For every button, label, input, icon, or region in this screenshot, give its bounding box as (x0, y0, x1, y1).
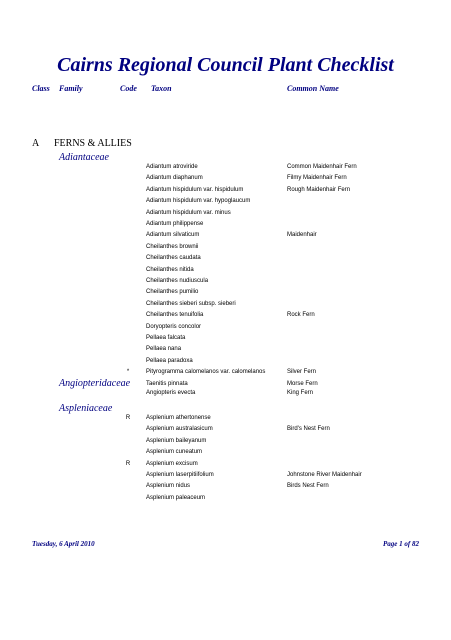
taxon-name: Cheilanthes nudiuscula (146, 278, 209, 284)
taxon-name: Doryopteris concolor (146, 323, 202, 330)
taxon-row (0, 175, 451, 187)
taxon-row (0, 358, 451, 370)
taxon-name: Asplenium cuneatum (146, 449, 203, 456)
taxon-common-name: Birds Nest Fern (287, 483, 329, 490)
taxon-name: Adiantum atroviride (146, 164, 198, 170)
taxon-row (0, 415, 451, 427)
taxon-common-name: Maidenhair (287, 232, 317, 239)
taxon-name: Adiantum hispidulum var. hypoglaucum (146, 198, 251, 205)
column-header-code: Code (120, 84, 137, 93)
taxon-common-name: Bird's Nest Fern (287, 426, 330, 433)
taxon-common-name: Johnstone River Maidenhair (287, 472, 362, 478)
taxon-name: Cheilanthes tenuifolia (146, 312, 204, 319)
family-heading: Adiantaceae (59, 152, 109, 163)
taxon-name: Cheilanthes brownii (146, 243, 199, 250)
taxon-name: Adiantum diaphanum (146, 175, 203, 182)
section-code: A (32, 138, 40, 149)
taxon-name: Pellaea falcata (146, 335, 186, 341)
column-header-class: Class (32, 84, 50, 93)
taxon-row (0, 187, 451, 199)
taxon-name: Cheilanthes caudata (146, 255, 201, 262)
taxon-common-name: Rough Maidenhair Fern (287, 186, 351, 193)
footer-page-number: Page 1 of 82 (383, 540, 419, 548)
taxon-name: Cheilanthes nitida (146, 266, 194, 273)
taxon-class-code: R (125, 460, 131, 467)
taxon-common-name: Rock Fern (287, 312, 315, 319)
column-header-taxon: Taxon (151, 84, 172, 93)
taxon-row (0, 221, 451, 233)
taxon-row (0, 438, 451, 450)
taxon-name: Angiopteris evecta (146, 390, 196, 396)
taxon-name: Asplenium excisum (146, 460, 198, 467)
taxon-row (0, 461, 451, 473)
taxon-name: Adiantum hispidulum var. hispidulum (146, 186, 244, 193)
taxon-common-name: Silver Fern (287, 369, 317, 376)
taxon-name: Taenitis pinnata (146, 380, 188, 387)
column-header-family: Family (59, 84, 83, 93)
taxon-row (0, 346, 451, 358)
taxon-common-name: Common Maidenhair Fern (287, 164, 357, 170)
taxon-name: Adiantum silvaticum (146, 232, 200, 239)
taxon-row (0, 390, 451, 402)
taxon-row (0, 472, 451, 484)
taxon-row (0, 312, 451, 324)
taxon-row (0, 301, 451, 313)
taxon-row (0, 232, 451, 244)
taxon-name: Adiantum hispidulum var. minus (146, 209, 231, 216)
taxon-row (0, 267, 451, 279)
taxon-row (0, 495, 451, 507)
taxon-name: Asplenium laserpitiifolium (146, 472, 214, 478)
taxon-row (0, 324, 451, 336)
section-name: FERNS & ALLIES (54, 138, 132, 149)
section-heading (32, 138, 132, 149)
taxon-row (0, 278, 451, 290)
taxon-name: Asplenium australasicum (146, 426, 213, 433)
taxon-name: Pellaea nana (146, 346, 182, 353)
taxon-row (0, 198, 451, 210)
taxon-name: Asplenium baileyanum (146, 437, 207, 444)
taxon-common-name: Morse Fern (287, 380, 318, 387)
taxon-name: Asplenium nidus (146, 483, 191, 490)
taxon-row (0, 289, 451, 301)
taxon-name: Cheilanthes pumilio (146, 289, 199, 296)
taxon-row (0, 335, 451, 347)
taxon-name: Pellaea paradoxa (146, 357, 193, 364)
taxon-row (0, 210, 451, 222)
taxon-name: Pityrogramma calomelanos var. calomelanos (146, 369, 266, 376)
column-header-common-name: Common Name (287, 84, 339, 93)
taxon-row (0, 426, 451, 438)
taxon-common-name: King Fern (287, 390, 314, 396)
taxon-name: Asplenium paleaceum (146, 494, 206, 501)
taxon-class-code: R (125, 415, 131, 421)
taxon-row (0, 483, 451, 495)
footer-date: Tuesday, 6 April 2010 (32, 540, 95, 548)
taxon-class-code: * (126, 369, 130, 376)
taxon-common-name: Filmy Maidenhair Fern (287, 175, 347, 182)
taxon-row (0, 244, 451, 256)
taxon-name: Adiantum philippense (146, 221, 204, 227)
taxon-name: Cheilanthes sieberi subsp. sieberi (146, 300, 236, 307)
taxon-row (0, 449, 451, 461)
family-heading: Angiopteridaceae (59, 378, 131, 389)
family-heading: Aspleniaceae (59, 403, 113, 414)
page-title: Cairns Regional Council Plant Checklist (57, 54, 394, 76)
taxon-name: Asplenium athertonense (146, 415, 211, 421)
taxon-row (0, 164, 451, 176)
taxon-row (0, 255, 451, 267)
